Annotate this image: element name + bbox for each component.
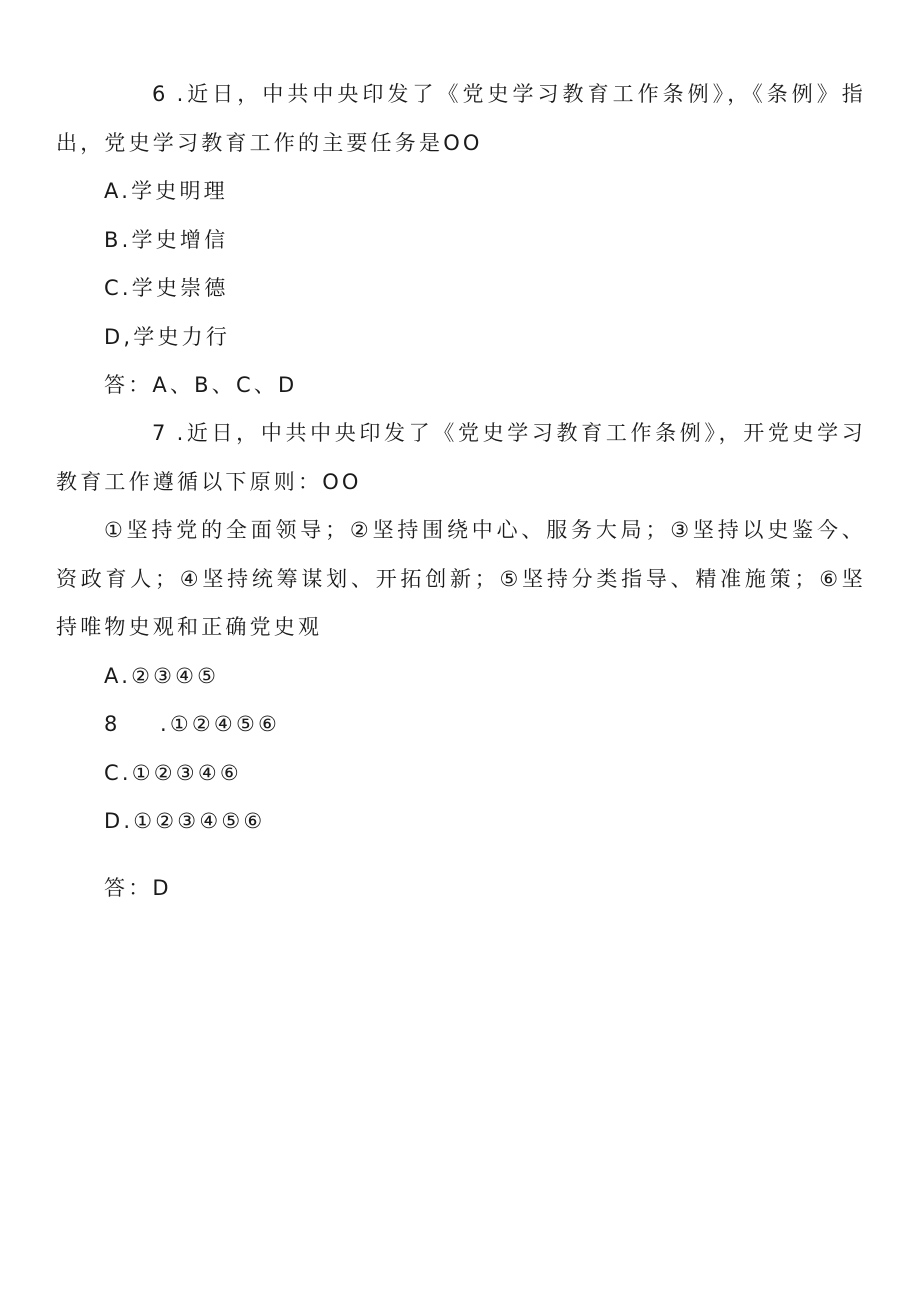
question-6-number: 6 [152,82,169,106]
question-7-text: .近日，中共中央印发了《党史学习教育工作条例》，开党史学习教育工作遵循以下原则：OO [56,421,866,494]
question-6-text: .近日，中共中央印发了《党史学习教育工作条例》，《条例》指出，党史学习教育工作的主要任务是OO [56,82,866,155]
question-7-number: 7 [152,421,169,445]
question-7-option-a: A.②③④⑤ [104,663,220,688]
question-7-option-b [56,700,866,749]
question-7-stem [56,409,866,506]
question-7-principles: ①坚持党的全面领导；②坚持围绕中心、服务大局；③坚持以史鉴今、资政育人；④坚持统筹谋划、开拓创新；⑤坚持分类指导、精准施策；⑥坚持唯物史观和正确党史观 [56,518,866,639]
question-6-answer: 答：A、B、C、D [104,373,298,397]
question-7-option-c: C.①②③④⑥ [104,760,242,785]
question-6-option-c: C.学史崇德 [104,276,229,300]
question-7-option-b-number: 8 [104,712,121,736]
question-6 [56,70,866,410]
question-7 [56,409,866,846]
question-7-option-b-text: .①②④⑤⑥ [160,712,281,736]
question-6-option-d: D,学史力行 [104,324,231,349]
question-6-option-a: A.学史明理 [104,179,228,203]
question-7-answer: 答：D [104,876,172,900]
question-6-option-b: B.学史增信 [104,227,229,252]
question-7-option-d: D.①②③④⑤⑥ [104,809,266,833]
question-6-stem [56,70,866,167]
